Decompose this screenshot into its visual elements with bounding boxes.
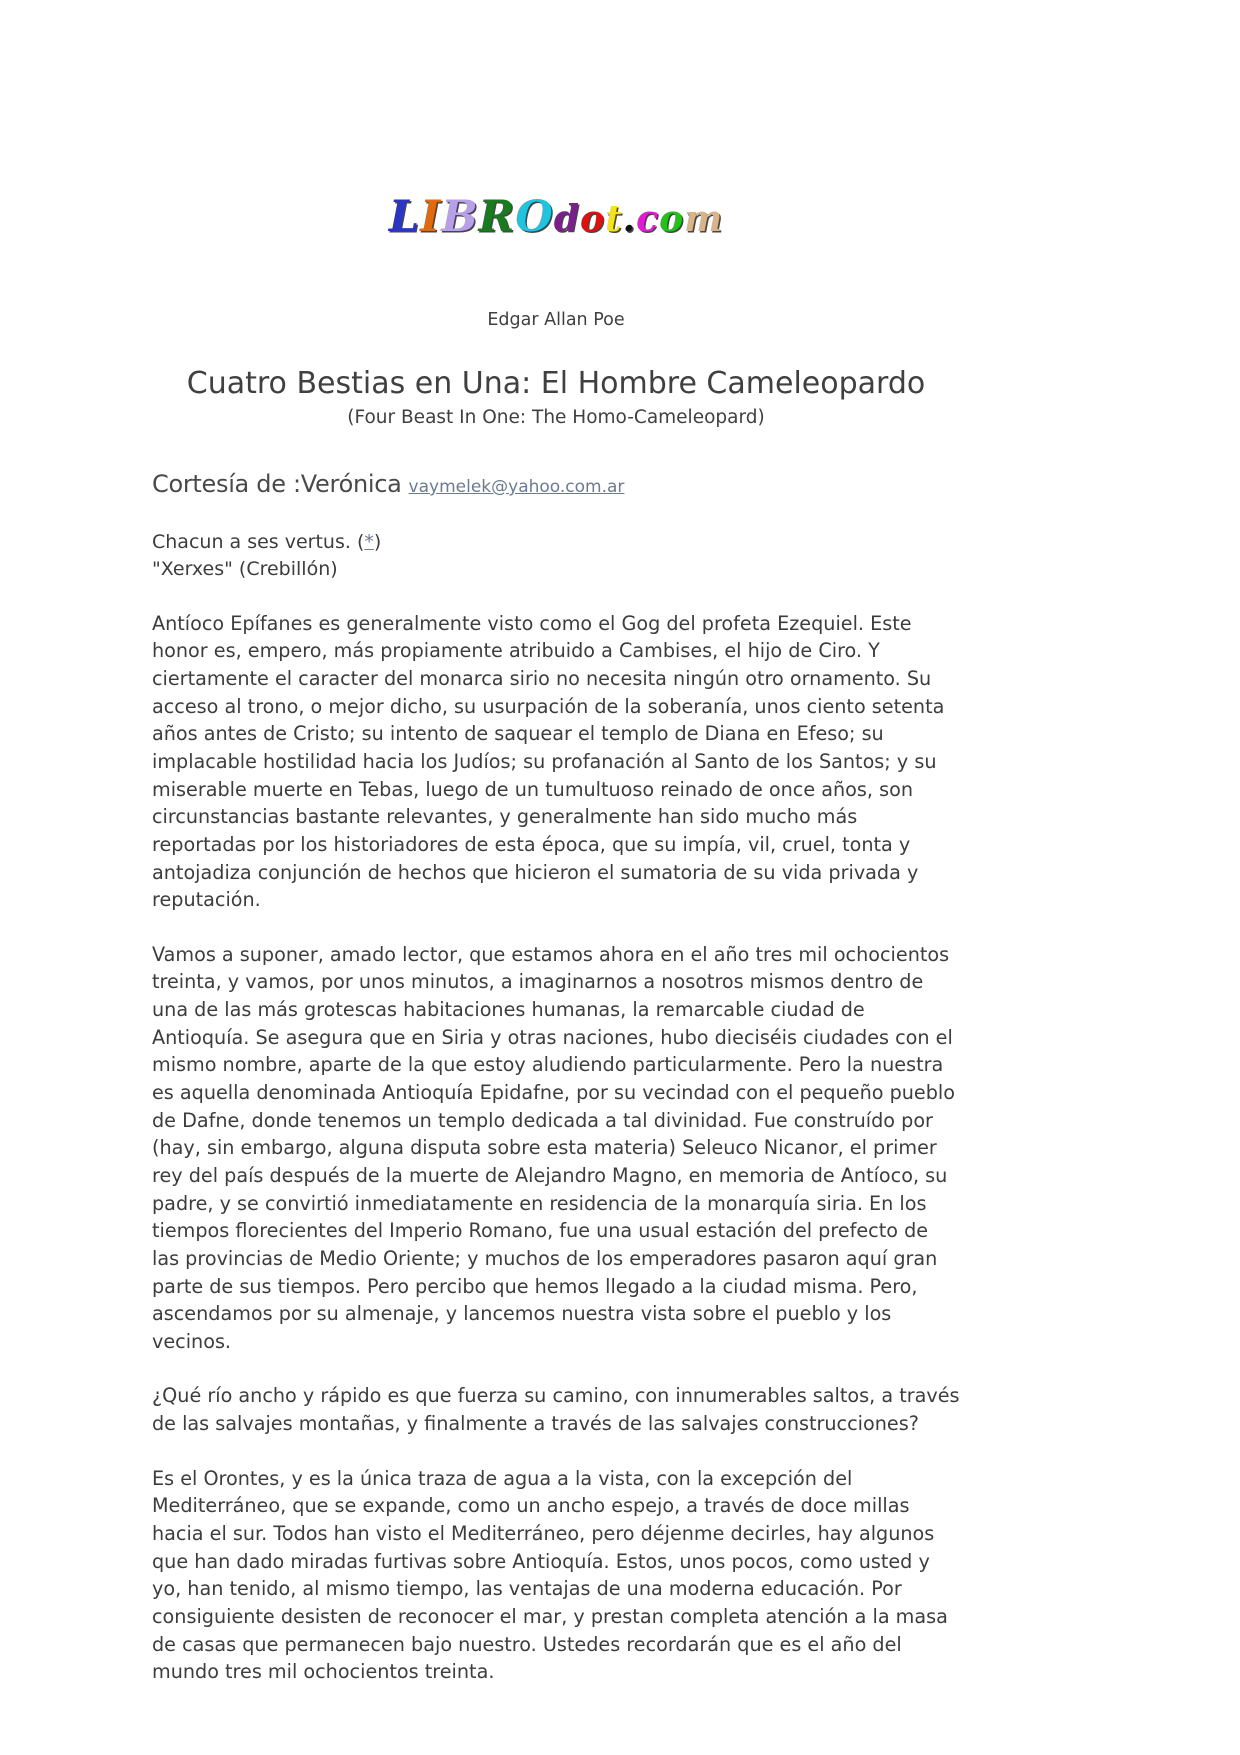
- courtesy-email-link[interactable]: vaymelek@yahoo.com.ar: [408, 477, 625, 498]
- logo-glyph: B: [441, 192, 479, 242]
- body-paragraph: ¿Qué río ancho y rápido es que fuerza su camino, con innumerables saltos, a través de las salvajes montañas, y finalmente a través de las salvajes construcciones?: [152, 1384, 960, 1436]
- logo-glyph: L: [388, 192, 421, 242]
- author-name: Edgar Allan Poe: [487, 310, 625, 330]
- logo-glyph: .: [622, 198, 637, 240]
- body-paragraph: Antíoco Epífanes es generalmente visto como el Gog del profeta Ezequiel. Este honor es, empero, más propiamente atribuido a Cambises, el hijo de Ciro. Y ciertamente el caracter del monarca sirio no necesita ningún otro ornamento. Su acceso al trono, o mejor dicho, su usurpación de la soberanía, unos ciento setenta años antes de Cristo; su intento de saquear el templo de Diana en Efeso; su implacable hostilidad hacia los Judíos; su profanación al Santo de los Santos; y su miserable muerte en Tebas, luego de un tumultuoso reinado de once años, son circunstancias bastante relevantes, y generalmente han sido mucho más reportadas por los historiadores de esta época, que su impía, vil, cruel, tonta y antojadiza conjunción de hechos que hicieron el sumatoria de su vida privada y reputación.: [152, 611, 945, 912]
- epigraph-line-2: "Xerxes" (Crebillón): [152, 557, 338, 580]
- epigraph-block: [152, 529, 960, 583]
- courtesy-line: [152, 470, 960, 499]
- logo-glyph: R: [478, 192, 516, 242]
- logo-glyph: d: [553, 198, 580, 240]
- body-text: [152, 610, 960, 1686]
- logo-glyph: I: [420, 192, 442, 242]
- page-subtitle: (Four Beast In One: The Homo-Cameleopard): [347, 407, 765, 428]
- epigraph-text-after: ): [373, 530, 382, 553]
- logo-glyph: c: [636, 198, 660, 240]
- logo-glyph: o: [579, 198, 605, 240]
- logo-glyph: o: [659, 198, 685, 240]
- epigraph-text-before: Chacun a ses vertus. (: [152, 530, 365, 553]
- librodot-logo[interactable]: [152, 192, 960, 258]
- logo-glyph: m: [684, 198, 724, 240]
- logo-glyph: t: [604, 198, 623, 240]
- footnote-asterisk-link[interactable]: *: [364, 530, 374, 553]
- logo-glyph: O: [515, 192, 554, 242]
- page-title: Cuatro Bestias en Una: El Hombre Cameleopardo: [186, 365, 926, 401]
- body-paragraph: Es el Orontes, y es la única traza de agua a la vista, con la excepción del Mediterráneo, que se expande, como un ancho espejo, a través de doce millas hacia el sur. Todos han visto el Mediterráneo, pero déjenme decirles, hay algunos que han dado miradas furtivas sobre Antioquía. Estos, unos pocos, como usted y yo, han tenido, al mismo tiempo, las ventajas de una moderna educación. Por consiguiente desisten de reconocer el mar, y prestan completa atención a la masa de casas que permanecen bajo nuestro. Ustedes recordarán que es el año del mundo tres mil ochocientos treinta.: [152, 1466, 948, 1684]
- body-paragraph: Vamos a suponer, amado lector, que estamos ahora en el año tres mil ochocientos treinta, y vamos, por unos minutos, a imaginarnos a nosotros mismos dentro de una de las más grotescas habitaciones humanas, la remarcable ciudad de Antioquía. Se asegura que en Siria y otras naciones, hubo dieciséis ciudades con el mismo nombre, aparte de la que estoy aludiendo particularmente. Pero la nuestra es aquella denominada Antioquía Epidafne, por su vecindad con el pequeño pueblo de Dafne, donde tenemos un templo dedicada a tal divinidad. Fue construído por (hay, sin embargo, alguna disputa sobre esta materia) Seleuco Nicanor, el primer rey del país después de la muerte de Alejandro Magno, en memoria de Antíoco, su padre, y se convirtió inmediatamente en residencia de la monarquía siria. En los tiempos florecientes del Imperio Romano, fue una usual estación del prefecto de las provincias de Medio Oriente; y muchos de los emperadores pasaron aquí gran parte de sus tiempos. Pero percibo que hemos llegado a la ciudad misma. Pero, ascendamos por su almenaje, y lancemos nuestra vista sobre el pueblo y los vecinos.: [152, 942, 955, 1353]
- document-content: [152, 0, 960, 1686]
- courtesy-prefix: Cortesía de :Verónica: [152, 470, 402, 499]
- librodot-logo-text: [388, 192, 724, 242]
- epigraph-line-1: [152, 529, 960, 556]
